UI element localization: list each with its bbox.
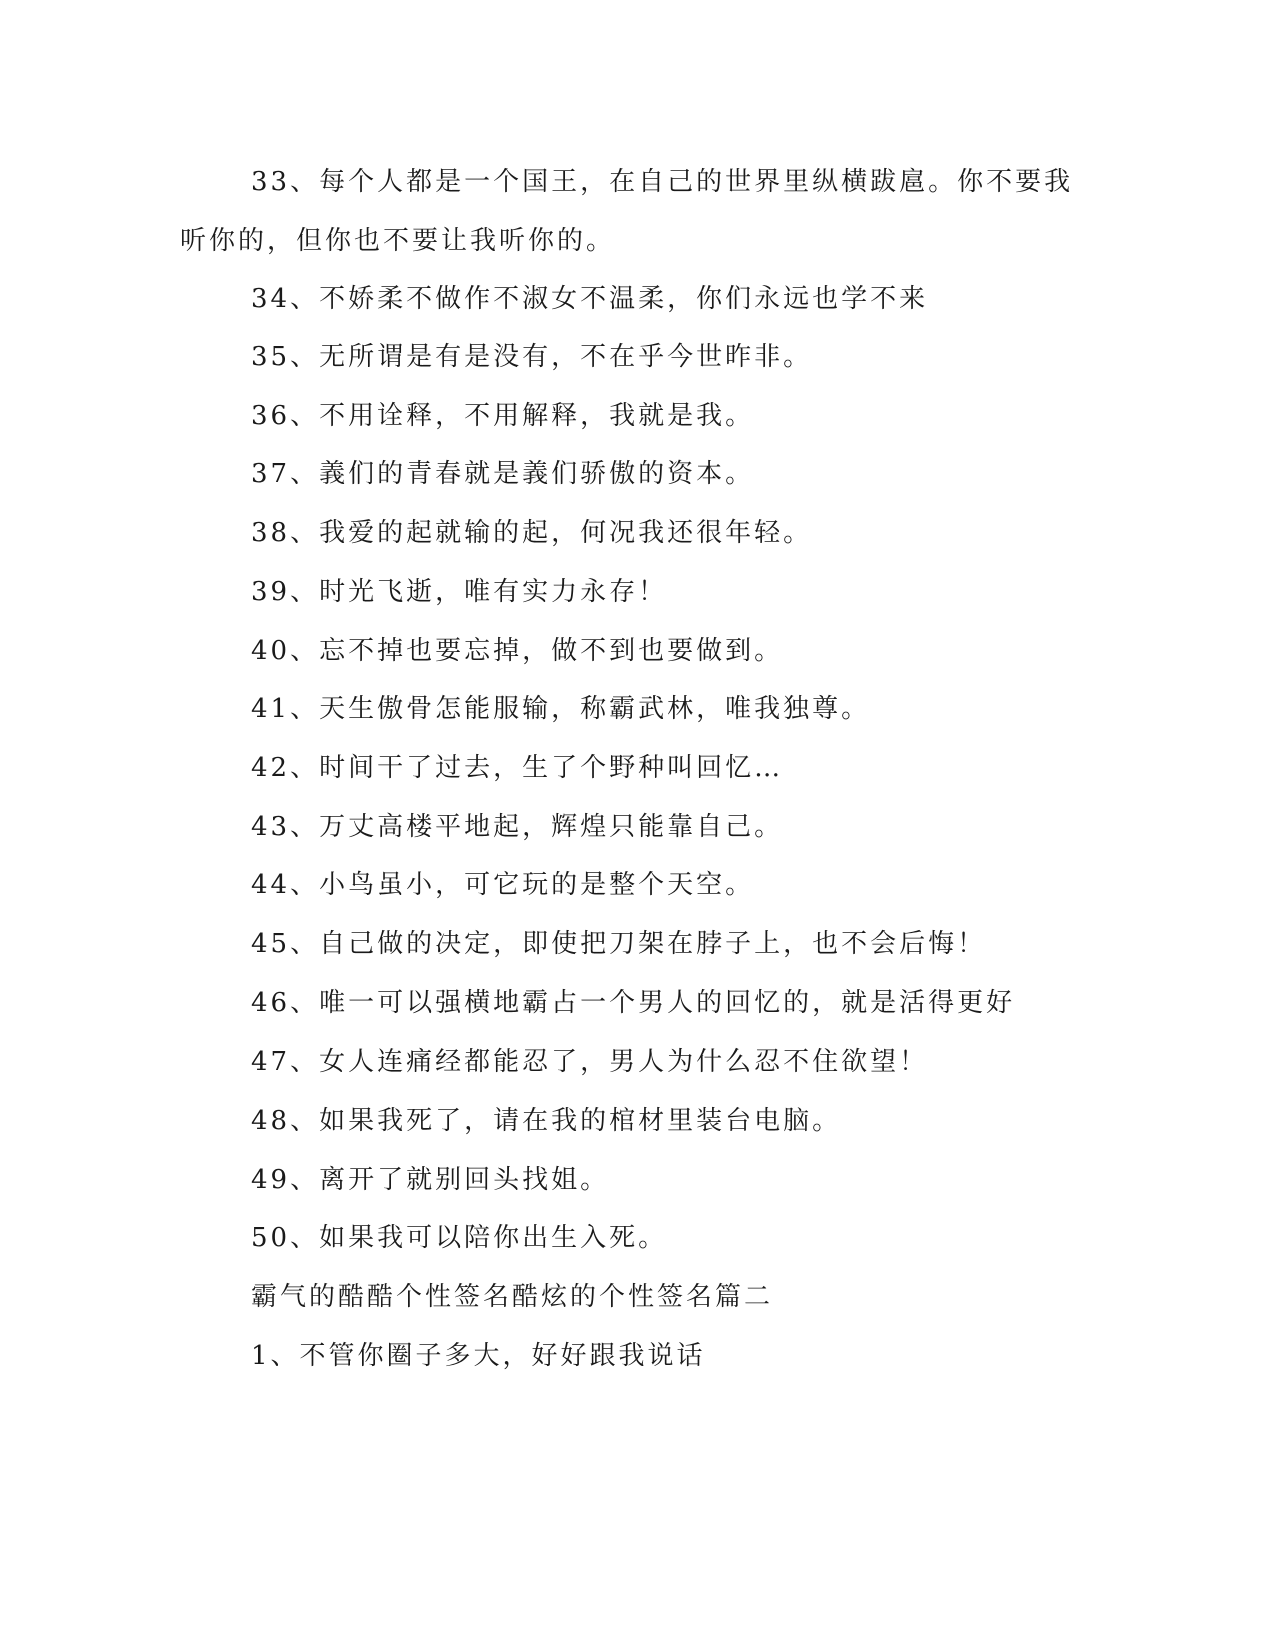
text-line-48: 48、如果我死了，请在我的棺材里装台电脑。: [251, 1106, 842, 1136]
text-line-50: 50、如果我可以陪你出生入死。: [251, 1223, 668, 1253]
text-line-34: 34、不娇柔不做作不淑女不温柔，你们永远也学不来: [251, 284, 929, 314]
text-line-33b: 听你的，但你也不要让我听你的。: [180, 226, 616, 256]
text-line-41: 41、天生傲骨怎能服输，称霸武林，唯我独尊。: [251, 694, 871, 724]
text-line-37: 37、義们的青春就是義们骄傲的资本。: [251, 459, 755, 489]
text-line-47: 47、女人连痛经都能忍了，男人为什么忍不住欲望！: [251, 1047, 929, 1077]
text-line-39: 39、时光飞逝，唯有实力永存！: [251, 577, 668, 607]
text-line-1: 1、不管你圈子多大，好好跟我说话: [251, 1341, 706, 1371]
text-line-40: 40、忘不掉也要忘掉，做不到也要做到。: [251, 636, 784, 666]
text-line-36: 36、不用诠释，不用解释，我就是我。: [251, 401, 755, 431]
text-line-33a: 33、每个人都是一个国王，在自己的世界里纵横跋扈。你不要我: [251, 167, 1074, 197]
text-line-38: 38、我爱的起就输的起，何况我还很年轻。: [251, 518, 813, 548]
text-line-43: 43、万丈高楼平地起，辉煌只能靠自己。: [251, 812, 784, 842]
text-line-35: 35、无所谓是有是没有，不在乎今世昨非。: [251, 342, 813, 372]
text-line-49: 49、离开了就别回头找姐。: [251, 1165, 610, 1195]
text-line-45: 45、自己做的决定，即使把刀架在脖子上，也不会后悔！: [251, 929, 987, 959]
text-line-46: 46、唯一可以强横地霸占一个男人的回忆的，就是活得更好: [251, 988, 1016, 1018]
section-heading: 霸气的酷酷个性签名酷炫的个性签名篇二: [251, 1282, 774, 1312]
text-line-42: 42、时间干了过去，生了个野种叫回忆…: [251, 753, 784, 783]
text-line-44: 44、小鸟虽小，可它玩的是整个天空。: [251, 870, 755, 900]
